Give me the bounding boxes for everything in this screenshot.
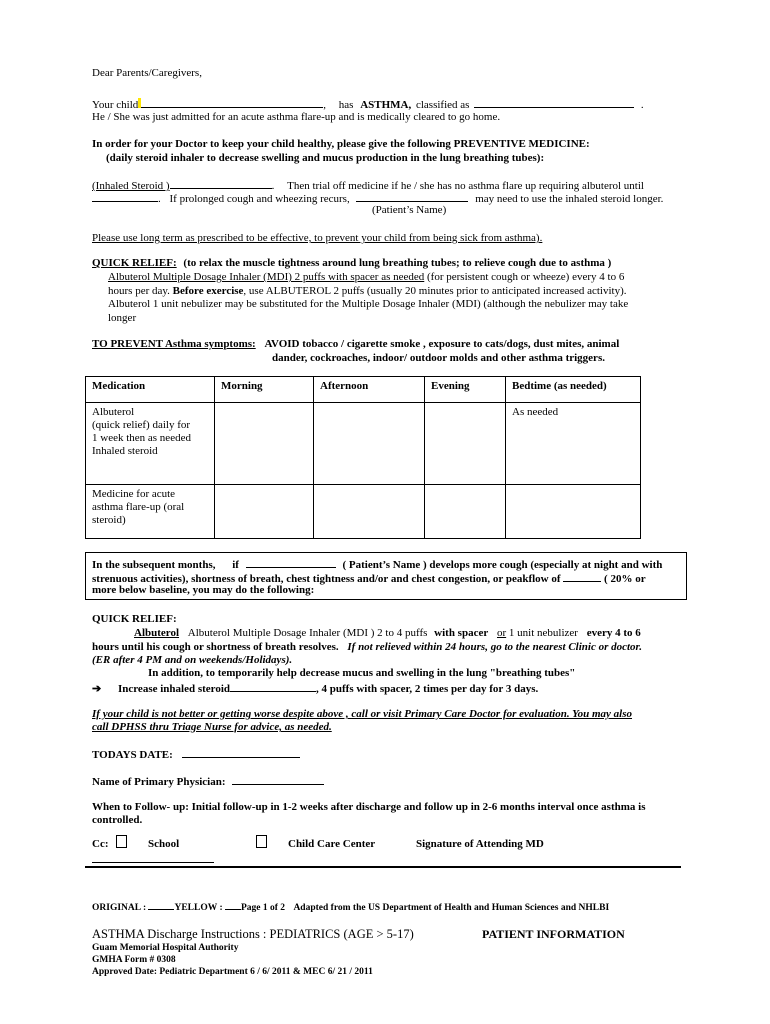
table-row (86, 403, 641, 485)
acute-afternoon-cell[interactable] (314, 485, 425, 539)
quick-relief-2-line-2 (92, 641, 642, 654)
every-hours: every 4 to 6 (586, 627, 641, 639)
subsequent-line-3: more below baseline, you may do the following: (92, 584, 315, 596)
warning-line-1: If your child is not better or getting worse despite above , call or visit Primary Care Doctor for evaluation. You may also (92, 708, 633, 720)
header-evening: Evening (425, 377, 506, 403)
arrow-icon: ➔ (92, 683, 102, 695)
subsequent-condition: ( Patient’s Name ) develops more cough (especially at night and with (342, 559, 663, 571)
exercise-instruction: , use ALBUTEROL 2 puffs (usually 20 minutes prior to anticipated increased activity). (243, 285, 627, 297)
before-exercise-label: Before exercise (172, 285, 244, 297)
subsequent-patient-field[interactable] (246, 557, 336, 568)
nebulizer-dosage: 1 unit nebulizer (508, 627, 578, 639)
medication-table (85, 376, 641, 539)
header-morning: Morning (215, 377, 314, 403)
mdi-dosage: Albuterol Multiple Dosage Inhaler (MDI ) 2 to 4 puffs (187, 627, 428, 639)
preventive-line-2: (daily steroid inhaler to decrease swelling and mucus production in the lung breathing tubes): (106, 152, 545, 164)
cell-line: (quick relief) daily for (92, 419, 191, 431)
albuterol-evening-cell[interactable] (425, 403, 506, 485)
percent-text: ( 20% or (604, 573, 646, 585)
albuterol-label: Albuterol (134, 627, 180, 639)
yellow-label: YELLOW : (174, 903, 223, 913)
table-header-row (86, 377, 641, 403)
your-child-label: Your child (92, 99, 139, 111)
follow-up-line-2: controlled. (92, 814, 143, 826)
increase-steroid-field[interactable] (230, 681, 316, 692)
prevent-line-2: dander, cockroaches, indoor/ outdoor molds and other asthma triggers. (272, 352, 605, 364)
not-relieved-warning: If not relieved within 24 hours, go to the nearest Clinic or doctor. (347, 641, 642, 653)
divider (85, 866, 681, 868)
or-label: or (496, 627, 507, 639)
subsequent-label: In the subsequent months, (92, 559, 216, 571)
school-checkbox[interactable] (116, 835, 127, 851)
acute-bedtime-cell[interactable] (506, 485, 641, 539)
albuterol-bedtime-cell: As needed (506, 403, 641, 485)
row-albuterol-medication (86, 403, 215, 485)
header-medication: Medication (86, 377, 215, 403)
increase-steroid-dosage: , 4 puffs with spacer, 2 times per day for 3 days. (316, 683, 539, 695)
follow-up-line-1: When to Follow- up: Initial follow-up in 1-2 weeks after discharge and follow up in 2-6 months interval once asthma is (92, 801, 646, 813)
prevent-line-1 (92, 338, 619, 351)
row-acute-medication (86, 485, 215, 539)
longer-line: longer (108, 312, 137, 324)
may-need-text: may need to use the inhaled steroid longer. (475, 193, 664, 205)
with-spacer-label: with spacer (434, 627, 489, 639)
albuterol-afternoon-cell[interactable] (314, 403, 425, 485)
original-field[interactable] (148, 901, 174, 910)
acute-evening-cell[interactable] (425, 485, 506, 539)
physician-label: Name of Primary Physician: (92, 776, 226, 788)
until-date-field[interactable] (92, 191, 158, 202)
quick-relief-label: QUICK RELIEF: (92, 257, 177, 269)
prolonged-text: If prolonged cough and wheezing recurs, (169, 193, 350, 205)
er-note: (ER after 4 PM and on weekends/Holidays). (92, 654, 293, 666)
greeting: Dear Parents/Caregivers, (92, 67, 202, 79)
cc-label: Cc: (92, 838, 109, 850)
prevent-avoid-text: AVOID tobacco / cigarette smoke , exposure to cats/dogs, dust mites, animal (264, 338, 620, 350)
until-resolves: hours until his cough or shortness of breath resolves. (92, 641, 339, 653)
subsequent-symptoms: strenuous activities), shortness of breath, chest tightness and/or and chest congestion, or peakflow of (92, 573, 561, 585)
table-row (86, 485, 641, 539)
adapted-from: Adapted from the US Department of Health and Human Sciences and NHLBI (293, 903, 610, 913)
in-addition-line: In addition, to temporarily help decrease mucus and swelling in the lung "breathing tubes" (148, 667, 576, 679)
quick-relief-1-exercise-line (108, 285, 627, 298)
cell-line: Albuterol (92, 406, 135, 418)
hospital-name: Guam Memorial Hospital Authority (92, 943, 239, 953)
todays-date-label: TODAYS DATE: (92, 749, 173, 761)
footer-copies-line (92, 901, 609, 915)
quick-relief-description: (to relax the muscle tightness around lung breathing tubes; to relieve cough due to asthma ) (183, 257, 612, 269)
todays-date-line (92, 747, 300, 762)
child-care-checkbox[interactable] (256, 835, 267, 851)
physician-line (92, 774, 324, 789)
hours-per-day: hours per day. (108, 285, 170, 297)
inhaled-steroid-cell-line: Inhaled steroid (92, 445, 158, 457)
nebulizer-line: Albuterol 1 unit nebulizer may be substituted for the Multiple Dosage Inhaler (MDI) (although the nebulizer may take (108, 298, 629, 310)
approved-date: Approved Date: Pediatric Department 6 / 6/ 2011 & MEC 6/ 21 / 2011 (92, 967, 373, 977)
header-bedtime: Bedtime (as needed) (506, 377, 641, 403)
child-name-field[interactable] (141, 97, 323, 108)
patients-name-caption: (Patient’s Name) (372, 204, 447, 216)
classified-as-label: classified as (415, 99, 470, 111)
patient-name-field[interactable] (356, 191, 468, 202)
physician-field[interactable] (232, 774, 324, 785)
cell-line: steroid) (92, 514, 126, 526)
then-trial-text: Then trial off medicine if he / she has no asthma flare up requiring albuterol until (287, 180, 644, 192)
mdi-rest: (for persistent cough or wheeze) every 4 to 6 (427, 271, 625, 283)
inhaled-steroid-line: (Inhaled Steroid ) . Then trial off medicine if he / she has no asthma flare up requiring albuterol until (92, 180, 644, 192)
child-care-label: Child Care Center (288, 838, 376, 850)
if-label: if (232, 559, 239, 571)
header-afternoon: Afternoon (314, 377, 425, 403)
quick-relief-1-heading (92, 257, 611, 270)
quick-relief-2-line-1 (134, 627, 641, 640)
cell-line: 1 week then as needed (92, 432, 191, 444)
yellow-field[interactable] (225, 901, 241, 910)
prevent-label: TO PREVENT Asthma symptoms: (92, 338, 256, 350)
intro-line-1: Your child , has ASTHMA, classified as . (92, 99, 644, 111)
patient-information-label: PATIENT INFORMATION (482, 927, 625, 941)
subsequent-line-1 (92, 557, 662, 572)
school-label: School (148, 838, 180, 850)
asthma-label: ASTHMA, (360, 99, 412, 111)
quick-relief-2-heading: QUICK RELIEF: (92, 613, 177, 625)
original-label: ORIGINAL : (92, 903, 147, 913)
form-title: ASTHMA Discharge Instructions : PEDIATRICS (AGE > 5-17) (92, 927, 414, 941)
increase-steroid-line (92, 681, 538, 696)
intro-line-2: He / She was just admitted for an acute asthma flare-up and is medically cleared to go home. (92, 111, 501, 123)
cc-blank-line[interactable] (92, 862, 214, 863)
peakflow-field[interactable] (563, 571, 601, 582)
cell-line: asthma flare-up (oral (92, 501, 185, 513)
inhaled-steroid-field[interactable] (170, 178, 272, 189)
todays-date-field[interactable] (182, 747, 300, 758)
warning-line-2: call DPHSS thru Triage Nurse for advice, as needed. (92, 721, 332, 733)
quick-relief-1-mdi-line (108, 271, 624, 284)
form-number: GMHA Form # 0308 (92, 955, 176, 965)
classification-field[interactable] (474, 97, 634, 108)
mdi-instruction: Albuterol Multiple Dosage Inhaler (MDI) 2 puffs with spacer as needed (108, 271, 425, 283)
prolonged-line: . If prolonged cough and wheezing recurs, may need to use the inhaled steroid longer. (92, 191, 663, 206)
has-label: has (338, 99, 354, 111)
preventive-line-1: In order for your Doctor to keep your child healthy, please give the following PREVENTIVE MEDICINE: (92, 138, 590, 150)
inhaled-steroid-label: (Inhaled Steroid ) (92, 180, 170, 192)
cell-line: Medicine for acute (92, 488, 176, 500)
albuterol-morning-cell[interactable] (215, 403, 314, 485)
signature-label: Signature of Attending MD (416, 838, 544, 850)
page-number: Page 1 of 2 (241, 903, 286, 913)
long-term-note: Please use long term as prescribed to be effective, to prevent your child from being sick from asthma). (92, 232, 543, 244)
acute-morning-cell[interactable] (215, 485, 314, 539)
increase-steroid-label: Increase inhaled steroid (117, 683, 231, 695)
